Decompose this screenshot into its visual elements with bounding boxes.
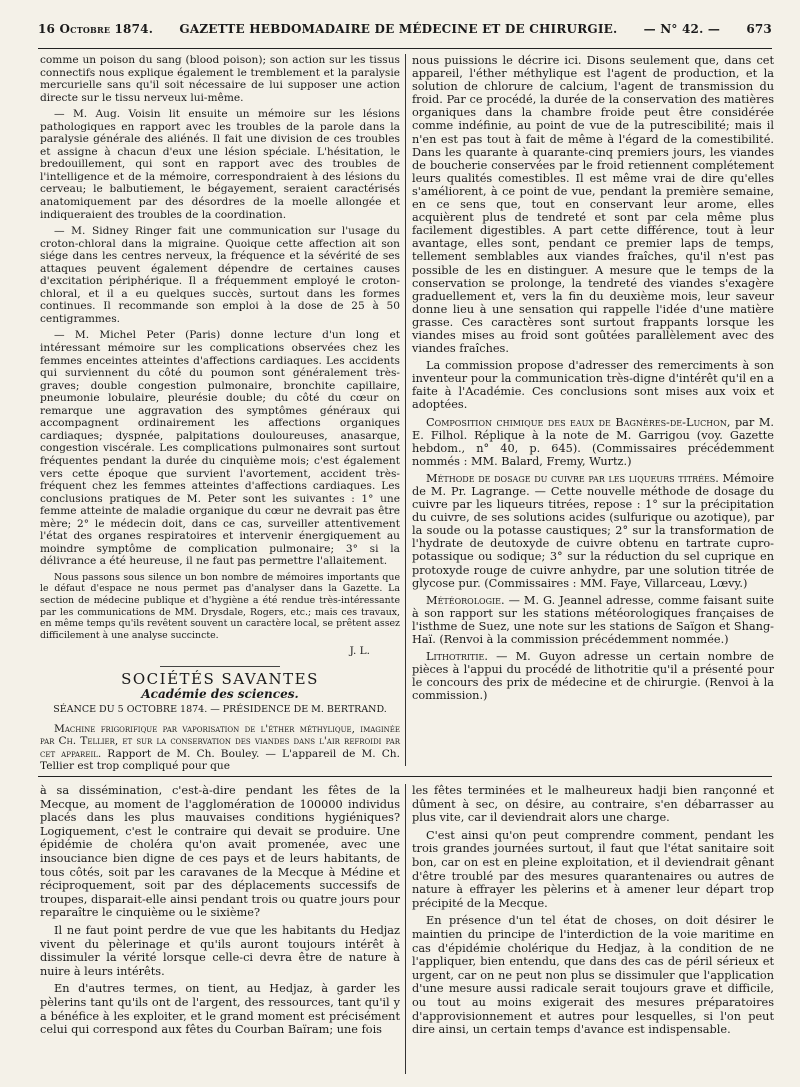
paragraph-head: Méthode de dosage du cuivre par les liqueurs titrées. [426, 471, 719, 485]
paragraph: En d'autres termes, on tient, au Hedjaz, à garder les pèlerins tant qu'ils ont de l'argent, des ressources, tant qu'il y a bénéfice à les exploiter, et le grand moment est précisément celui qui correspond aux fêtes du Courban Baïram; une fois [40, 982, 400, 1037]
paragraph: — M. Aug. Voisin lit ensuite un mémoire sur les lésions pathologiques en rapport avec les troubles de la parole dans la paralysie générale des aliénés. Il fait une division de ces troubles et assigne à chacun d'eux une lésion spéciale. L'hésitation, le bredouillement, qui sont en rapport avec des troubles de l'intelligence et de la mémoire, correspondraient à des lésions du cerveau; le balbutiement, le bégayement, seraient caractérisés anatomiquement par des désordres de la moelle allongée et indiqueraient des troubles de la coordination. [40, 108, 400, 221]
section-divider [160, 666, 280, 667]
author-signature: J. L. [349, 645, 370, 658]
paragraph: Nous passons sous silence un bon nombre de mémoires importants que le défaut d'espace ne nous permet pas d'analyser dans la Gazette. La section de médecine publique et d'hygiène a été rendue très-intéressante par les communications de MM. Drysdale, Rogers, etc.; mais ces travaux, en même temps qu'ils revêtent souvent un caractère local, se prêtent assez difficilement à une analyse succincte. [40, 571, 400, 641]
paragraph-body: Rapport de M. Ch. Bouley. — L'appareil de M. Ch. Tellier est trop compliqué pour que [40, 747, 400, 773]
paragraph-head: Machine frigorifique par vaporisation de l'éther méthylique, imaginée par Ch. Tellier, et sur la conservation des viandes dans l'air refroidi par cet appareil. [40, 722, 400, 760]
paragraph: à sa dissémination, c'est-à-dire pendant les fêtes de la Mecque, au moment de l'agglomération de 100000 individus placés dans les plus mauvaises conditions hygiéniques? Logiquement, c'est le contraire qui devait se produire. Une épidémie de choléra qu'on avait promenée, avec une insouciance bien digne de ces pays et de leurs habitants, de tous côtés, soit par les caravanes de la Mecque à Médine et réciproquement, soit par des déplacements successifs de troupes, disparait-elle ainsi pendant trois ou quatre jours pour reparaître le cinquième ou le sixième? [40, 784, 400, 920]
column-divider [405, 784, 406, 1074]
section-title: SOCIÉTÉS SAVANTES [121, 669, 319, 688]
paragraph [40, 723, 400, 773]
paragraph: nous puissions le décrire ici. Disons seulement que, dans cet appareil, l'éther méthylique est l'agent de production, et la solution de chlorure de calcium, l'agent de transmission du froid. Par ce procédé, la durée de la conservation des matières organiques dans la chambre froide peut être considérée comme indéfinie, au point de vue de la putrescibilité; mais il n'en est pas tout à fait de même à l'égard de la comestibilité. Dans les quarante à quarante-cinq premiers jours, les viandes de boucherie conservées par le froid retiennent complétement leurs qualités comestibles. Il est même vrai de dire qu'elles s'améliorent, à ce point de vue, pendant la première semaine, en ce sens que, tout en conservant leur arome, elles acquièrent plus de tendreté et sont par cela même plus facilement digestibles. A part cette différence, tout à leur avantage, elles sont, pendant ce premier laps de temps, tellement semblables aux viandes fraîches, qu'il n'est pas possible de les en distinguer. A mesure que le temps de la conservation se prolonge, la tendreté des viandes s'exagère graduellement et, vers la fin du deuxième mois, leur saveur donne lieu à une sensation qui rappelle l'idée d'une matière grasse. Ces caractères sont surtout frappants lorsque les viandes mises au froid sont goûtées parallèlement avec des viandes fraîches. [412, 54, 774, 356]
page-number: 673 [746, 22, 772, 36]
paragraph: En présence d'un tel état de choses, on doit désirer le maintien du principe de l'interdiction de la voie maritime en cas d'épidémie cholérique du Hedjaz, à la condition de ne l'appliquer, bien entendu, que dans des cas de péril sérieux et urgent, car on ne peut non plus se dissimuler que l'application d'une mesure aussi radicale serait toujours grave et difficile, ou tout au moins exigerait des mesures préparatoires d'approvisionnement et autres pour lesquelles, si l'on peut dire ainsi, un certain temps d'avance est indispensable. [412, 914, 774, 1037]
paragraph: La commission propose d'adresser des remerciments à son inventeur pour la communication très-digne d'intérêt qu'il en a faite à l'Académie. Ces conclusions sont mises aux voix et adoptées. [412, 359, 774, 412]
issue-number: — N° 42. — [643, 22, 721, 36]
paragraph-head: Composition chimique des eaux de Bagnères-de-Luchon, [426, 415, 731, 429]
issue-date: 16 Octobre 1874. [38, 22, 154, 36]
paragraph [412, 472, 774, 590]
paragraph: comme un poison du sang (blood poison); son action sur les tissus connectifs nous explique également le tremblement et la paralysie mercurielle sans qu'il soit nécessaire de lui supposer une action directe sur le tissu nerveux lui-même. [40, 54, 400, 104]
paragraph-body: — M. G. Jeannel adresse, comme faisant suite à son rapport sur les stations météorologiques françaises de l'isthme de Suez, une note sur les stations de Saïgon et Shang-Haï. (Renvoi à la commission précédemment nommée.) [412, 593, 774, 647]
paragraph-head: Météorologie. [426, 593, 505, 607]
paragraph [412, 650, 774, 702]
page-header [38, 22, 772, 44]
subsection-title: Académie des sciences. [141, 686, 299, 701]
column-lower-right [412, 784, 774, 1041]
column-upper-right [412, 54, 774, 707]
column-divider [405, 54, 406, 766]
column-lower-left [40, 784, 400, 1041]
paragraph: Il ne faut point perdre de vue que les habitants du Hedjaz vivent du pèlerinage et qu'ils auront toujours intérêt à dissimuler la vérité lorsque celle-ci devra être de nature à nuire à leurs intérêts. [40, 923, 400, 978]
header-rule [38, 48, 772, 49]
column-upper-left [40, 54, 400, 777]
paragraph: — M. Michel Peter (Paris) donne lecture d'un long et intéressant mémoire sur les complications observées chez les femmes enceintes atteintes d'affections cardiaques. Les accidents qui surviennent du côté du poumon sont généralement très-graves; double congestion pulmonaire, bronchite capillaire, pneumonie lobulaire, pleurésie double; du côté du cœur on remarque une aggravation des symptômes généraux qui accompagnent ordinairement les affections organiques cardiaques; dyspnée, palpitations douloureuses, anasarque, congestion viscérale. Les complications pulmonaires sont surtout fréquentes pendant la durée du cinquième mois; c'est également vers cette époque que survient l'avortement, accident très-fréquent chez les femmes atteintes d'affections cardiaques. Les conclusions pratiques de M. Peter sont les suivantes : 1° une femme atteinte de maladie organique du cœur ne devrait pas être mère; 2° le médecin doit, dans ce cas, surveiller attentivement l'état des organes respiratoires et intervenir énergiquement au moindre symptôme de complication pulmonaire; 3° si la délivrance a été heureuse, il ne faut pas permettre l'allaitement. [40, 329, 400, 568]
session-line: SÉANCE DU 5 OCTOBRE 1874. — PRÉSIDENCE DE M. BERTRAND. [53, 704, 387, 716]
paragraph: C'est ainsi qu'on peut comprendre comment, pendant les trois grandes journées surtout, il faut que l'état sanitaire soit bon, car on est en pleine exploitation, et il deviendrait gênant d'être troublé par des mesures quarantenaires ou autres de nature à effrayer les pèlerins et à amener leur départ trop précipité de la Mecque. [412, 828, 774, 910]
paragraph-body: Mémoire de M. Pr. Lagrange. — Cette nouvelle méthode de dosage du cuivre par les liqueurs titrées, repose : 1° sur la précipitation du cuivre, de ses solutions acides (sulfurique ou azotique), par la soude ou la potasse caustiques; 2° sur la transformation de l'hydrate de deutoxyde de cuivre obtenu en tartrate cupro-potassique ou sodique; 3° sur la réduction du sel cuprique en protoxyde rouge de cuivre anhydre, par une solution titrée de glycose pur. (Commissaires : MM. Faye, Villarceau, Lœvy.) [412, 471, 775, 590]
paragraph-body: — M. Guyon adresse un certain nombre de pièces à l'appui du procédé de lithotritie qu'il a présenté pour le concours des prix de médecine et de chirurgie. (Renvoi à la commission.) [412, 650, 774, 703]
paragraph [412, 594, 774, 646]
paragraph [412, 416, 774, 468]
paragraph-head: Lithotritie. [426, 650, 488, 664]
paragraph-body: par M. E. Filhol. Réplique à la note de M. Garrigou (voy. Gazette hebdom., n° 40, p. 645). (Commissaires précédemment nommés : MM. Balard, Fremy, Wurtz.) [412, 415, 774, 468]
mid-page-rule [38, 776, 772, 777]
journal-title: GAZETTE HEBDOMADAIRE DE MÉDECINE ET DE CHIRURGIE. [179, 22, 618, 36]
paragraph: — M. Sidney Ringer fait une communication sur l'usage du croton-chloral dans la migraine. Quoique cette affection ait son siége dans les centres nerveux, la fréquence et la sévérité de ses attaques peuvent également dépendre de certaines causes d'excitation périphérique. Il a fréquemment employé le croton-chloral, et il a eu quelques succès, surtout dans les formes continues. Il recommande son emploi à la dose de 25 à 50 centigrammes. [40, 225, 400, 325]
paragraph: les fêtes terminées et le malheureux hadji bien rançonné et dûment à sec, on désire, au contraire, s'en débarrasser au plus vite, car il deviendrait alors une charge. [412, 784, 774, 825]
